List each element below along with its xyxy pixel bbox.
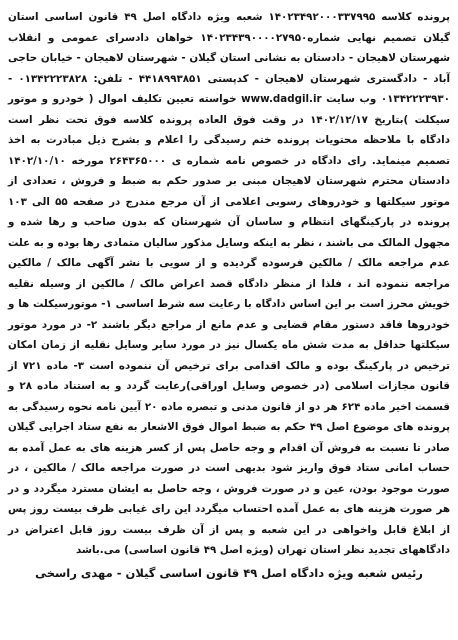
notice-body: پرونده کلاسه ۱۴۰۲۳۴۹۲۰۰۰۳۳۷۹۹۵ شعبه ویژه دادگاه اصل ۴۹ قانون اساسی استان گیلان تصمیم نهایی شماره۱۴۰۲۳۴۳۹۰۰۰۰۲۷۹۵۰ خواهان دادسرای عمومی و انقلاب شهرستان لاهیجان - دادستان به نشانی استان گیلان - شهرستان لاهیجان - خیابان حاجی آباد - دادگستری شهرستان لاهیجان - کدپستی ۴۴۱۸۹۹۳۸۵۱ - تلفن: ۰۱۳۴۲۲۲۳۸۲۸ - ۰۱۳۴۲۲۲۳۹۳۰ وب سایت www.dadgil.ir خواسته تعیین تکلیف اموال ( خودرو و موتور سیکلت )بتاریخ ۱۴۰۲/۱۲/۱۷ در وقت فوق العاده پرونده کلاسه فوق تحت نظر است دادگاه با ملاحظه محتویات پرونده ختم رسیدگی را اعلام و بشرح ذیل مبادرت به اخذ تصمیم مینماید. رای دادگاه در خصوص نامه شماره ی ۲۶۴۳۶۵۰۰۰ مورخه ۱۴۰۲/۱۰/۱۰ دادستان محترم شهرستان لاهیجان مبنی بر صدور حکم به ضبط و فروش ، تعدادی از موتور سیکلتها و خودروهای رسوبی اعلامی از آن مرجع مندرج در صفحه ۵۵ الی ۱۰۳ پرونده در پارکینگهای انتظام و ساسان آن شهرستان که بدون صاحب و رها شده و مجهول المالک می باشند ، نظر به اینکه وسایل مذکور سالیان متمادی رها بوده و به علت عدم مراجعه مالک / مالکین فرسوده گردیده و از سویی با نشر آگهی مالک / مالکین مراجعه ننموده اند ، فلذا از منظر دادگاه قصد اعراض مالک / مالکین از وسیله نقلیه خویش محرز است بر این اساس دادگاه با رعایت سه شرط اساسی ۱- موتورسیکلت ها و خودروها فاقد دستور مقام قضایی و عدم مانع از مراجع دیگر باشند ۲- در مورد موتور سیکلتها حداقل به مدت شش ماه یکسال نیز در مورد سایر وسایل نقلیه از زمان امکان ترخیص در پارکینگ بوده و مالک اقدامی برای ترخیص آن ننموده است ۳- ماده ۷۲۱ از قانون مجازات اسلامی (در خصوص وسایل اوراقی)رعایت گردد و به استناد ماده ۲۸ و قسمت اخیر ماده ۶۲۴ هر دو از قانون مدنی و تبصره ماده ۲۰ آیین نامه نحوه رسیدگی به پرونده های موضوع اصل ۴۹ حکم به ضبط اموال فوق الاشعار به نفع ستاد اجرایی گیلان صادر تا نسبت به فروش آن اقدام و وجه حاصل پس از کسر هزینه های به عمل آمده به حساب امانی ستاد فوق واریز شود بدیهی است در صورت مراجعه مالک / مالکین ، در صورت موجود بودن، عین و در صورت فروش ، وجه حاصل به ایشان مسترد میگردد و در هر صورت هزینه های به عمل آمده احتساب میگردد این رای غیابی ظرف بیست روز پس از ابلاغ قابل واخواهی در این شعبه و پس از آن ظرف بیست روز قابل اعتراض در دادگاههای تجدید نظر استان تهران (ویژه اصل ۴۹ قانون اساسی) می.باشد <box>8 11 451 556</box>
notice-signature: رئیس شعبه ویژه دادگاه اصل ۴۹ قانون اساسی گیلان - مهدی راسخی <box>35 565 423 580</box>
